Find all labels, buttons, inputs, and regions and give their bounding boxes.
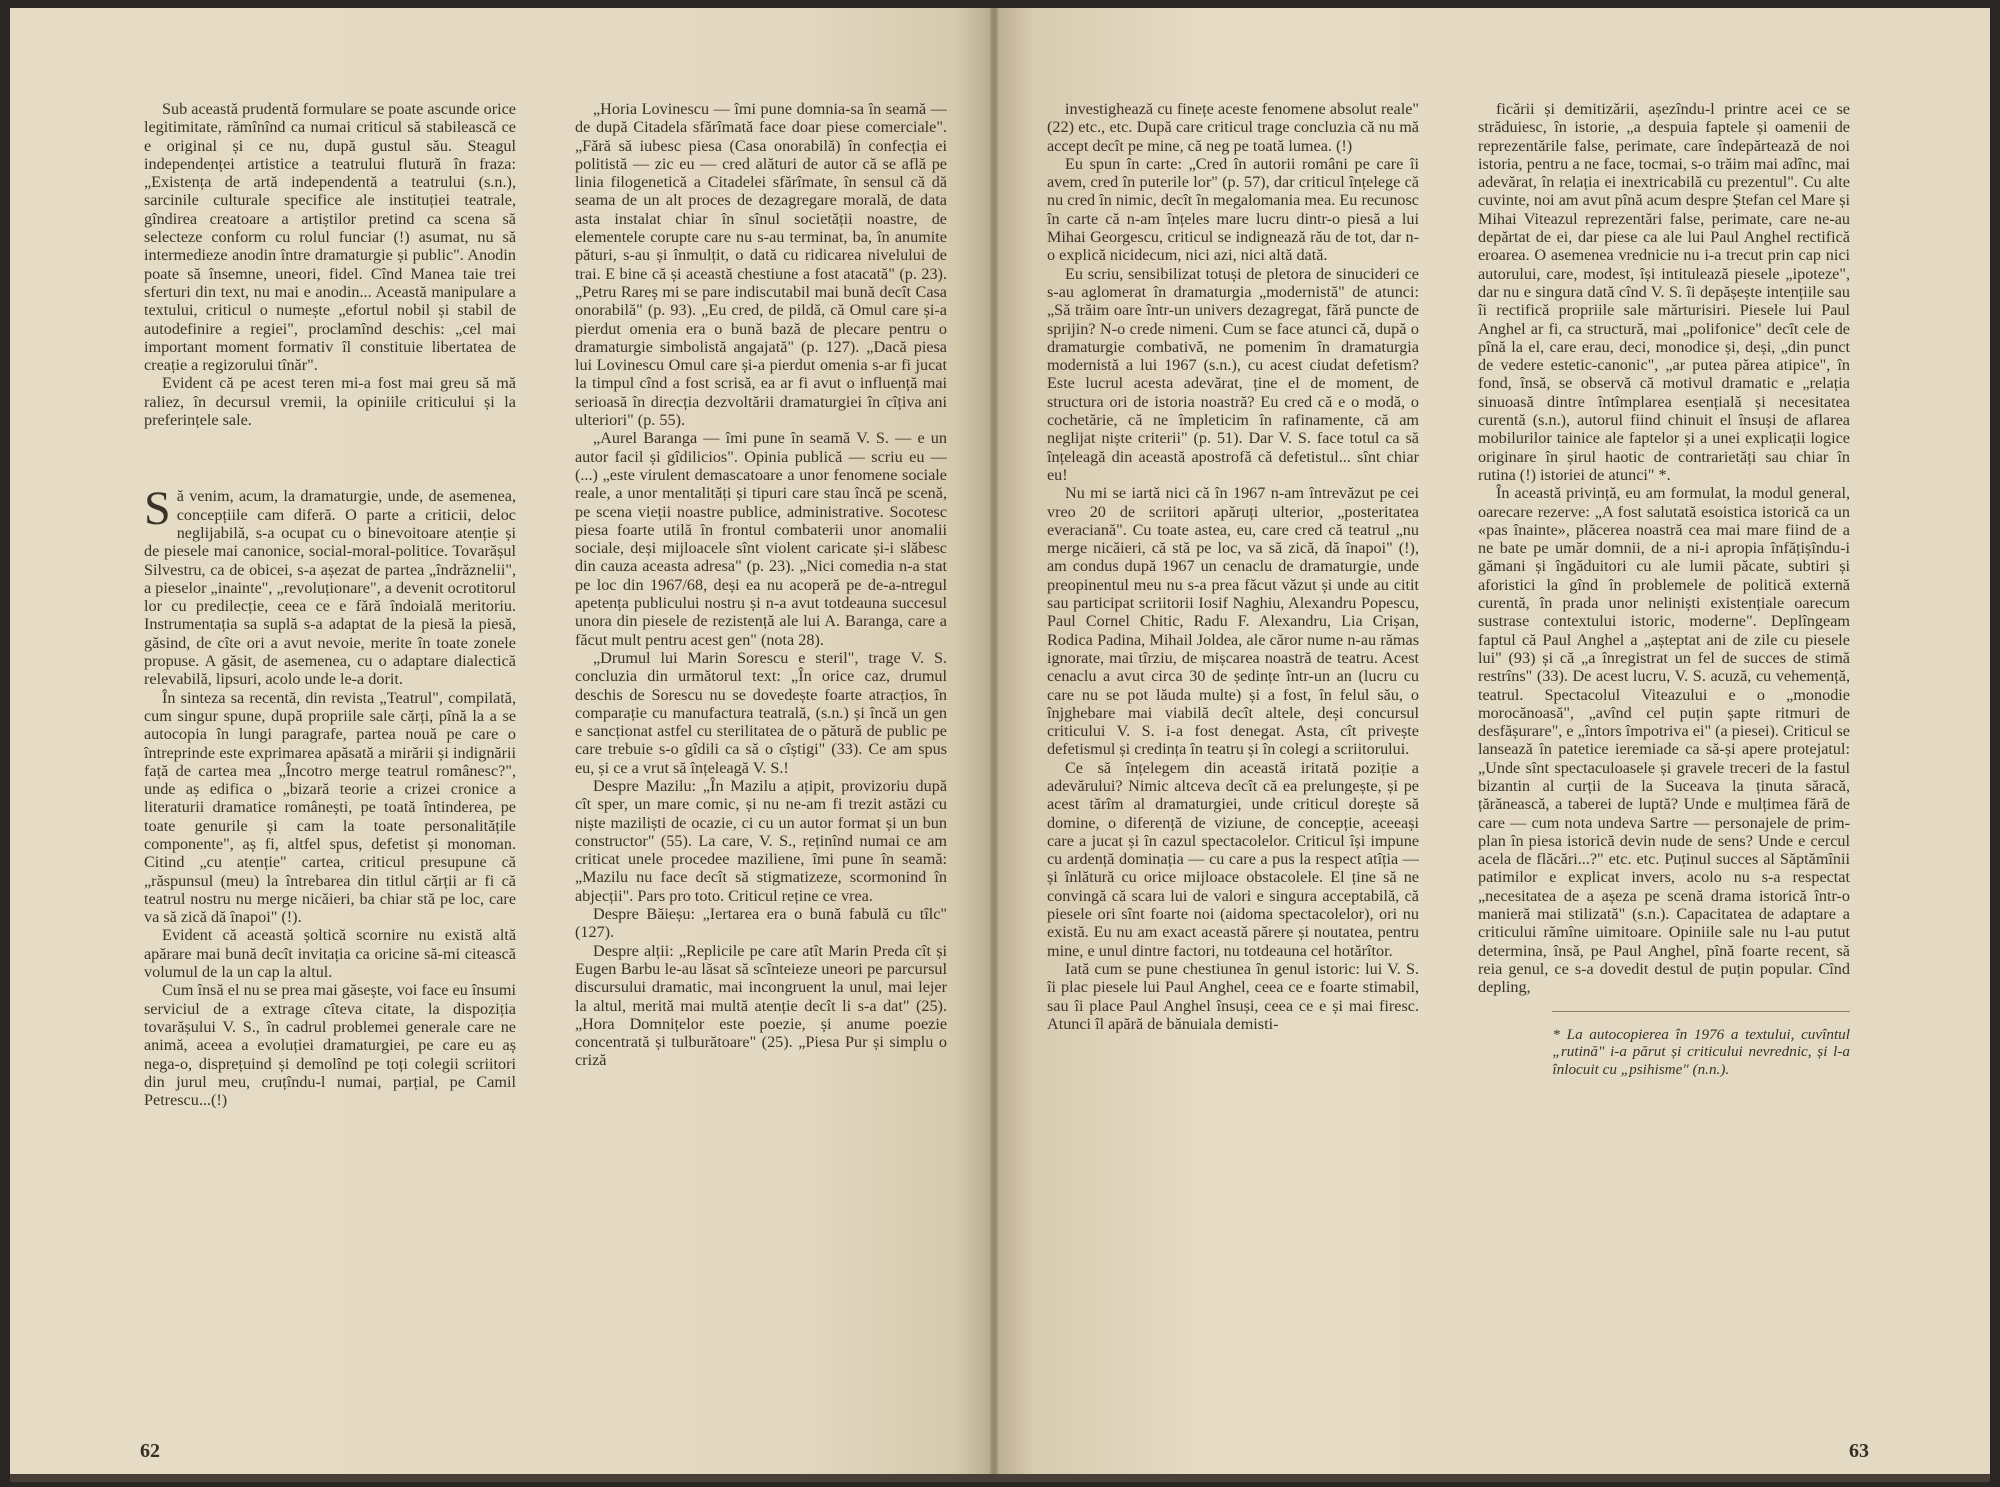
paragraph: Ce să înțelegem din această iritată poziție a adevărului? Nimic altceva decît că ea prelungește, și pe acest tărîm al dramaturgiei, unde criticul dorește să domine, o diferență de viziune, de concepție, aceeași care a jucat și în cazul spectacolelor. Criticul își impune cu ardență dominația — cu care a pus la respect atîția — și înlătură cu orice mijloace obstacolele. El ține să ne convingă că scara lui de valori e singura acceptabilă, că piesele ori sînt foarte noi (aidoma spectacolelor), ori nu există. Eu nu am exact această părere și noutatea, pentru mine, e unul dintre factori, nu totdeauna cel hotărîtor.	[1047, 758, 1419, 960]
drop-cap: S	[144, 482, 171, 536]
footnote: * La autocopierea în 1976 a textului, cuvîntul „rutină" i-a părut și criticului nevrednic, și l-a înlocuit cu „psihisme" (n.n.).	[1552, 1011, 1850, 1079]
paragraph: „Drumul lui Marin Sorescu e steril", trage V. S. concluzia din următorul text: „În orice caz, drumul deschis de Sorescu nu se dovedește foarte atracțios, în comparație cu manufactura teatrală, (s.n.) și încă un gen e sancționat astfel cu sterilitatea de o pătură de public pe care trebuie s-o gîdili ca să o cîștigi" (33). Ce am spus eu, și ce a vrut să înțeleagă V. S.!	[575, 648, 947, 777]
section-gap	[144, 429, 516, 487]
paragraph-text: ă venim, acum, la dramaturgie, unde, de asemenea, concepțiile cam diferă. O parte a criticii, deloc neglijabilă, s-a ocupat cu o binevoitoare atenție și de piesele mai canonice, social-moral-politice. Tovarășul Silvestru, ca de obicei, s-a așezat de partea „îndrăznelii", a pieselor „inainte", „revoluționare", a devenit ocrotitorul lor cu predilecție, ceea ce e fără îndoială meritoriu. Instrumentația sa suplă s-a adaptat de la piesă la piesă, găsind, de cîte ori a avut nevoie, merite în toate zonele propuse. A găsit, de asemenea, cu o adaptare dialectică relevabilă, lipsuri, acolo unde le-a dorit.	[144, 487, 516, 689]
left-page-column-1	[144, 100, 516, 1400]
right-page-column-1	[1047, 100, 1419, 1400]
paragraph: Despre alții: „Replicile pe care atît Marin Preda cît și Eugen Barbu le-au lăsat să scînteieze uneori pe parcursul discursului dramatic, mai incongruent la unul, mai lejer la altul, merită mai multă atenție decît li s-a dat" (25). „Hora Domnițelor este poezie, și anume poezie concentrată și tulburătoare" (25). „Piesa Pur și simplu o criză	[575, 941, 947, 1070]
paragraph: Despre Mazilu: „În Mazilu a ațipit, provizoriu după cît sper, un mare comic, și nu ne-am fi trezit astăzi cu niște maziliști de ocazie, ci cu un autor format și un bun constructor" (55). La care, V. S., reținînd numai ce am criticat unele procedee maziliene, îmi pune în seamă: „Mazilu nu face decît să stigmatizeze, scormonind în abjecții". Pars pro toto. Criticul reține ce vrea.	[575, 776, 947, 905]
paragraph: Evident că pe acest teren mi-a fost mai greu să mă raliez, în decursul vremii, la opiniile criticului și la preferințele sale.	[144, 374, 516, 430]
paragraph: ficării și demitizării, așezîndu-l printre acei ce se străduiesc, în istorie, „a despuia faptele și oamenii de reprezentările false, perimate, care îndepărtează de noi istoria, pentru a ne face, tocmai, s-o trăim mai adînc, mai adevărat, în relația ei inextricabilă cu prezentul". Cu alte cuvinte, noi am avut pînă acum despre Ștefan cel Mare și Mihai Viteazul reprezentări false, perimate, care ne-au depărtat de ei, dar piese ca ale lui Paul Anghel rectifică eroarea. O asemenea vrednicie nu i-a trecut prin cap nici autorului, care, modest, își intitulează piesele „ipoteze", dar nu e singura dată cînd V. S. îi depășește intențiile sau îi rectifică propriile sale mărturisiri. Piesele lui Paul Anghel ar fi, ca structură, mai „polifonice" decît cele de pînă la el, care erau, deci, monodice și, deși, „din punct de vedere estetic-canonic", „ar putea părea atipice", în fond, însă, se observă că motivul dramatic e „relația sinuoasă dintre întîmplarea esențială și necesitatea curentă (s.n.), autorul fiind chinuit el însuși de aflarea mobilurilor tainice ale faptelor și a unei explicații logice originare în șirul haotic de contrarietăți sau chiar în rutina (!) istoriei de atunci" *.	[1478, 100, 1850, 484]
paragraph: În această privință, eu am formulat, la modul general, oarecare rezerve: „A fost salutată esoistica istorică ca un «pas înainte», plăcerea noastră cea mai mare fiind de a ne bate pe umăr domnii, de a ni-i apropia înfățișîndu-i gămani și îngăduitori cu ale lumii păcate, subtiri și aforistici la gînd în problemele de politică externă curentă, în prada unor neliniști existențiale oarecum sustrase contextului istoric, moderne". Deplîngeam faptul că Paul Anghel a „așteptat ani de zile cu piesele lui" (93) și că „a înregistrat un fel de succes de stimă restrîns" (33). De acest lucru, V. S. acuză, cu vehemență, teatrul. Spectacolul Viteazului e o „monodie morocănoasă", „avînd cel puțin șapte ritmuri de desfășurare", e „întors împotriva ei" (a piesei). Criticul se lansează în patetice ieremiade ca să-și apere protejatul: „Unde sînt spectaculoasele și gravele treceri de la fastul bizantin al curții de la Suceava la ținuta săracă, țărănească, a taberei de luptă? Unde e mulțimea fără de care — cum nota undeva Sartre — personajele de prim-plan în piesa istorică devin nude de sens? Unde e cercul acela de flăcări...?" etc. etc. Puținul succes al Săptămînii patimilor e explicat invers, acolo nu s-a respectat „necesitatea de a așeza pe scenă drama istorică într-o manieră mai stilizată" (s.n.). Capacitatea de adaptare a criticului rămîne uimitoare. Opiniile sale nu l-au putut determina, însă, pe Paul Anghel, pînă foarte recent, să reia genul, ce s-a dovedit destul de puțin popular. Cînd depling,	[1478, 484, 1850, 997]
paragraph: Iată cum se pune chestiunea în genul istoric: lui V. S. îi plac piesele lui Paul Anghel, ceea ce e foarte stimabil, sau îi place Paul Anghel însuși, ceea ce e și mai firesc. Atunci îl apără de bănuiala demisti-	[1047, 959, 1419, 1033]
paragraph: Nu mi se iartă nici că în 1967 n-am întrevăzut pe cei vreo 20 de scriitori apăruți ulterior, „posteritatea everaciană". Cu toate astea, eu, care cred că teatrul „nu merge nicăieri, că stă pe loc, va să zică, dă înapoi" (!), am condus după 1967 un cenaclu de dramaturgie, unde preopinentul meu nu s-a prea făcut văzut și unde au citit sau participat scriitorii Iosif Naghiu, Alexandru Popescu, Paul Cornel Chitic, Radu F. Alexandru, Lia Crișan, Rodica Padina, Mihail Joldea, ale căror nume n-au rămas ignorate, mai tîrziu, de mișcarea noastră de teatru. Acest cenaclu a avut circa 30 de ședințe într-un an (lucru cu care nu se pot lăuda multe) și a fost, în felul său, o înjghebare mai viabilă decît altele, deși concursul criticului V. S. i-a fost denegat. Asta, cît privește defetismul și credința în teatru și în colegi a scriitorului.	[1047, 484, 1419, 759]
left-page-column-2	[575, 100, 947, 1400]
paragraph: Sub această prudentă formulare se poate ascunde orice legitimitate, rămînînd ca numai criticul să stabilească ce e original și ce nu, după gustul său. Steagul independenței artistice a teatrului flutură în fraza: „Existența de artă independentă a teatrului (s.n.), sarcinile culturale specifice ale instituției teatrale, gîndirea creatoare a artiștilor pretind ca scena să selecteze conform cu rolul funciar (!) asumat, nu să intermedieze anodin între dramaturgie și public". Anodin poate să însemne, uneori, fidel. Cînd Manea taie trei sferturi din text, nu mai e anodin... Această manipulare a textului, criticul o numește „efortul nobil și stabil de autodefinire a regiei", proclamînd deschis: „cel mai important moment formativ îl constituie libertatea de creație a regizorului tînăr".	[144, 100, 516, 375]
paragraph: „Horia Lovinescu — îmi pune domnia-sa în seamă — de după Citadela sfărîmată face doar piese comerciale". „Fără să iubesc piesa (Casa onorabilă) în confecția ei politistă — zic eu — cred alături de autor că se află pe linia filogenetică a Citadelei sfărîmate, în sensul că dă seama de un alt proces de dezagregare morală, de data asta instalat chiar în sînul societății noastre, de elementele corupte care nu s-au terminat, ba, în anumite pături, s-au și înmulțit, o dată cu ridicarea nivelului de trai. E bine că și această chestiune a fost atacată" (p. 23). „Petru Rareș mi se pare indiscutabil mai bună decît Casa onorabilă" (p. 93). „Eu cred, de pildă, că Omul care și-a pierdut omenia era o bună bază de plecare pentru o dramaturgie simbolistă angajată" (p. 127). „Dacă piesa lui Lovinescu Omul care și-a pierdut omenia s-ar fi jucat la timpul cînd a fost scrisă, ea ar fi avut o influență mai serioasă în direcția dezvoltării dramaturgiei în cîțiva ani ulteriori" (p. 55).	[575, 100, 947, 430]
page-number: 63	[1849, 1440, 1869, 1462]
paragraph: investighează cu finețe aceste fenomene absolut reale" (22) etc., etc. După care criticul trage concluzia că nu mă accept decît pe mine, că neg pe toată lumea. (!)	[1047, 100, 1419, 155]
paragraph: Eu scriu, sensibilizat totuși de pletora de sinucideri ce s-au aglomerat în dramaturgia „modernistă" de atunci: „Să trăim oare într-un univers dezagregat, fără puncte de sprijin? N-o crede nimeni. Cum se face atunci că, după o dramaturgie combativă, ne pomenim în dramaturgia modernistă a lui 1967 (s.n.), cu acest ciudat defetism? Este lucrul acesta adevărat, ține el de moment, de structura ori de istoria noastră? Eu cred că e o modă, o cochetărie, că ne împleticim în rafinamente, că am neglijat niște criterii" (p. 51). Dar V. S. face totul ca să înțeleagă din această apostrofă că defetistul... sînt chiar eu!	[1047, 264, 1419, 484]
paragraph: Eu spun în carte: „Cred în autorii români pe care îi avem, cred în puterile lor" (p. 57), dar criticul înțelege că nu cred în nimic, decît în megalomania mea. Eu recunosc în carte că n-am înțeles mare lucru dintr-o piesă a lui Mihai Georgescu, criticul se indignează rău de tot, dar n-o explică nicidecum, nici azi, nici altă dată.	[1047, 154, 1419, 265]
paragraph: În sinteza sa recentă, din revista „Teatrul", compilată, cum singur spune, după propriile sale cărți, pînă la a se autocopia în lungi paragrafe, partea nouă pe care o întreprinde este exprimarea apăsată a mirării și indignării față de cartea mea „Încotro merge teatrul românesc?", unde aș edifica o „bizară teorie a crizei cronice a literaturii dramatice românești, pe toată întinderea, pe toate genurile și cam la toate personalitățile componente", aș fi, altfel spus, defetist și monoman. Citind „cu atenție" cartea, criticul presupune că „răspunsul (meu) la întrebarea din titlul cărții ar fi că teatrul nostru nu merge nicăieri, ba chiar stă pe loc, care va să zică dă înapoi" (!).	[144, 688, 516, 927]
page-number: 62	[140, 1440, 160, 1462]
book-spine	[990, 8, 998, 1476]
paragraph: „Aurel Baranga — îmi pune în seamă V. S. — e un autor facil și gîdilicios". Opinia publică — scriu eu — (...) „este virulent demascatoare a unor fenomene sociale reale, a unor mentalități și tipuri care stau încă pe scenă, pe scena vieții noastre publice, administrative. Socotesc piesa foarte utilă în frontul combaterii unor anomalii sociale, deși mijloacele sînt violent caricate și-i slăbesc din cauza aceasta adresa" (p. 23). „Nici comedia n-a stat pe loc din 1967/68, deși ea nu acoperă pe de-a-ntregul apetența publicului nostru și n-a avut totdeauna succesul unora din piesele de rezistență ale lui A. Baranga, care a făcut mult pentru acest gen" (nota 28).	[575, 429, 947, 649]
paragraph: Cum însă el nu se prea mai găsește, voi face eu însumi serviciul de a extrage cîteva citate, la dispoziția tovarășului V. S., în cadrul problemei generale care ne animă, aceea a evoluției dramaturgiei, pe care eu aș nega-o, disprețuind și demolînd pe toți colegii scriitori din jurul meu, cruțîndu-l numai, parțial, pe Camil Petrescu...(!)	[144, 981, 516, 1110]
left-page	[10, 8, 994, 1476]
book-cover-edge	[10, 1474, 1990, 1482]
right-page-column-2	[1478, 100, 1850, 1400]
right-page	[994, 8, 1990, 1476]
paragraph: Evident că această șoltică scornire nu există altă apărare mai bună decît invitația ca oricine să-mi citească volumul de la un cap la altul.	[144, 926, 516, 982]
paragraph-with-dropcap	[144, 482, 516, 689]
paragraph: Despre Băieșu: „Iertarea era o bună fabulă cu tîlc" (127).	[575, 905, 947, 942]
